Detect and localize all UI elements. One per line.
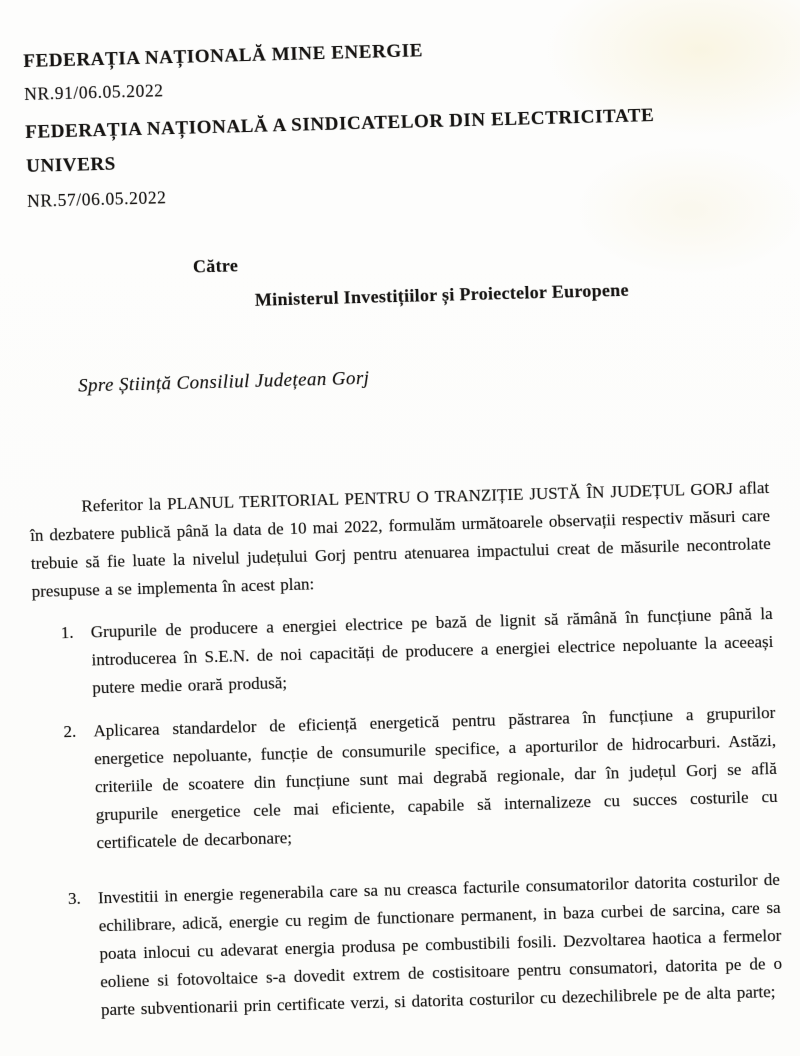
letterhead-ref-number-2: NR.57/06.05.2022 [26,187,167,211]
list-item-2 [35,699,779,859]
demands-list [32,600,783,1026]
list-item-3-text: Investitii in energie regenerabila care sa nu creasca facturile consumatorilor datorita costurilor de echilibrare, adică, energie cu regim de functionare permanent, in baza curbei de sarcina, care sa poata inlocui cu adevarat energia produsa pe combustibili fosili. Dezvoltarea haotica a fermelor eoliene si fotovoltaice s-a dovedit extrem de costisitoare pentru consumatori, datorita pe de o parte subventionarii prin certificate verzi, si datorita costurilor cu dezechilibrele pe de alta parte; [97,869,783,1020]
list-item-3 [40,866,784,1026]
list-item-1-number: 1. [60,622,74,643]
letterhead-org2-title: FEDERAȚIA NAȚIONALĂ A SINDICATELOR DIN ELECTRICITATE UNIVERS [24,104,655,177]
cc-for-information-line: Spre Știință Consiliul Județean Gorj [77,367,370,397]
list-item-1-text: Grupurile de producere a energiei electrice pe bază de lignit să rămână în funcțiune până la introducerea în S.E.N. de noi capacități de producere a energiei electrice nepoluante la aceeași putere medie orară produsă; [90,603,774,698]
letterhead-ref-number-1: NR.91/06.05.2022 [23,80,164,105]
letterhead-org1-title: FEDERAȚIA NAȚIONALĂ MINE ENERGIE [23,40,424,73]
intro-paragraph: Referitor la PLANUL TERITORIAL PENTRU O TRANZIȚIE JUSTĂ ÎN JUDEȚUL GORJ aflat în dezbatere publică până la data de 10 mai 2022, formulăm următoarele observații respectiv măsuri care trebuie să fie luate la nivelul județului Gorj pentru atenuarea impactului creat de măsurile necontrolate presupuse a se implementa în acest plan: [29,478,771,601]
salutation-to-label: Către [192,255,239,277]
addressee-ministry-name: Ministerul Investițiilor și Proiectelor Europene [254,279,630,310]
list-item-3-number: 3. [67,888,82,909]
list-item-1 [32,600,774,704]
list-item-2-number: 2. [63,721,77,742]
letter-content [17,24,783,1026]
list-item-2-text: Aplicarea standardelor de eficiență energetică pentru păstrarea în funcțiune a grupurilor energetice nepoluante, funcție de consumurile specifice, a aporturilor de hidrocarburi. Astăzi, criteriile de scoatere din funcțiune sunt mai degrabă regionale, dar în județul Gorj se află grupurile energetice cele mai eficiente, capabile să internalizeze cu succes costurile cu certificatele de decarbonare; [93,702,778,853]
